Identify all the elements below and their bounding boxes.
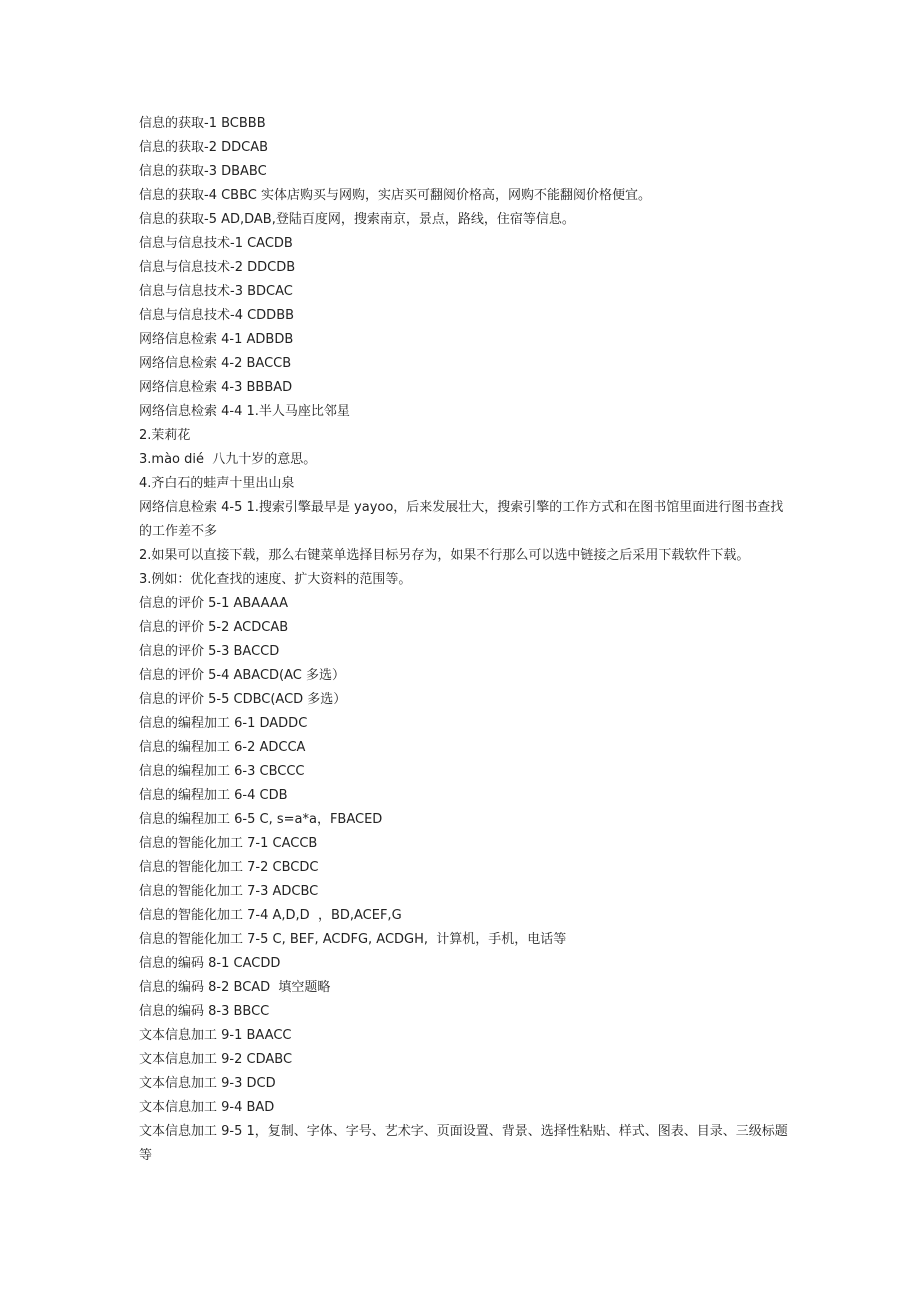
text-line: 信息的编程加工 6-4 CDB (139, 788, 288, 803)
text-line: 信息的编码 8-2 BCAD 填空题略 (139, 980, 331, 995)
text-line: 信息的评价 5-1 ABAAAA (139, 596, 288, 611)
text-line: 信息的编程加工 6-2 ADCCA (139, 740, 306, 755)
text-line: 文本信息加工 9-3 DCD (139, 1076, 276, 1091)
text-line: 信息的编程加工 6-1 DADDC (139, 716, 308, 731)
text-line: 信息的获取-1 BCBBB (139, 116, 266, 131)
text-line: 信息的评价 5-2 ACDCAB (139, 620, 289, 635)
text-line: 网络信息检索 4-1 ADBDB (139, 332, 294, 347)
text-line: 网络信息检索 4-3 BBBAD (139, 380, 293, 395)
text-line: 信息的智能化加工 7-1 CACCB (139, 836, 318, 851)
text-line: 信息的评价 5-5 CDBC(ACD 多选） (139, 692, 347, 707)
text-line: 信息与信息技术-4 CDDBB (139, 308, 295, 323)
text-line: 信息的获取-3 DBABC (139, 164, 267, 179)
text-line: 3.例如：优化查找的速度、扩大资料的范围等。 (139, 572, 412, 587)
document-body (139, 112, 789, 1168)
text-line: 信息与信息技术-3 BDCAC (139, 284, 293, 299)
text-line: 信息的智能化加工 7-4 A,D,D ，BD,ACEF,G (139, 908, 402, 923)
text-line: 文本信息加工 9-5 1，复制、字体、字号、艺术字、页面设置、背景、选择性粘贴、样式、图表、目录、三级标题等 (139, 1124, 788, 1163)
text-line: 2.茉莉花 (139, 428, 191, 443)
text-line: 信息的获取-4 CBBC 实体店购买与网购，实店买可翻阅价格高，网购不能翻阅价格便宜。 (139, 188, 651, 203)
text-line: 文本信息加工 9-4 BAD (139, 1100, 275, 1115)
text-line: 2.如果可以直接下载，那么右键菜单选择目标另存为，如果不行那么可以选中链接之后采用下载软件下载。 (139, 548, 750, 563)
text-line: 信息的编码 8-1 CACDD (139, 956, 281, 971)
text-line: 网络信息检索 4-5 1.搜索引擎最早是 yayoo，后来发展壮大，搜索引擎的工作方式和在图书馆里面进行图书查找的工作差不多 (139, 500, 784, 539)
text-line: 信息的获取-5 AD,DAB,登陆百度网，搜索南京，景点，路线，住宿等信息。 (139, 212, 575, 227)
text-line: 信息的编码 8-3 BBCC (139, 1004, 270, 1019)
text-line: 文本信息加工 9-1 BAACC (139, 1028, 292, 1043)
text-line: 信息的智能化加工 7-3 ADCBC (139, 884, 319, 899)
text-line: 网络信息检索 4-2 BACCB (139, 356, 292, 371)
text-line: 信息的评价 5-3 BACCD (139, 644, 280, 659)
text-line: 信息的评价 5-4 ABACD(AC 多选） (139, 668, 346, 683)
text-line: 信息与信息技术-2 DDCDB (139, 260, 296, 275)
text-line: 文本信息加工 9-2 CDABC (139, 1052, 293, 1067)
text-line: 信息的智能化加工 7-2 CBCDC (139, 860, 319, 875)
text-line: 信息与信息技术-1 CACDB (139, 236, 293, 251)
text-line: 3.mào dié 八九十岁的意思。 (139, 452, 317, 467)
text-line: 网络信息检索 4-4 1.半人马座比邻星 (139, 404, 350, 419)
text-line: 信息的编程加工 6-5 C, s=a*a，FBACED (139, 812, 383, 827)
text-line: 信息的编程加工 6-3 CBCCC (139, 764, 305, 779)
text-line: 4.齐白石的蛙声十里出山泉 (139, 476, 295, 491)
text-line: 信息的智能化加工 7-5 C, BEF, ACDFG, ACDGH, 计算机，手机，电话等 (139, 932, 567, 947)
text-line: 信息的获取-2 DDCAB (139, 140, 269, 155)
